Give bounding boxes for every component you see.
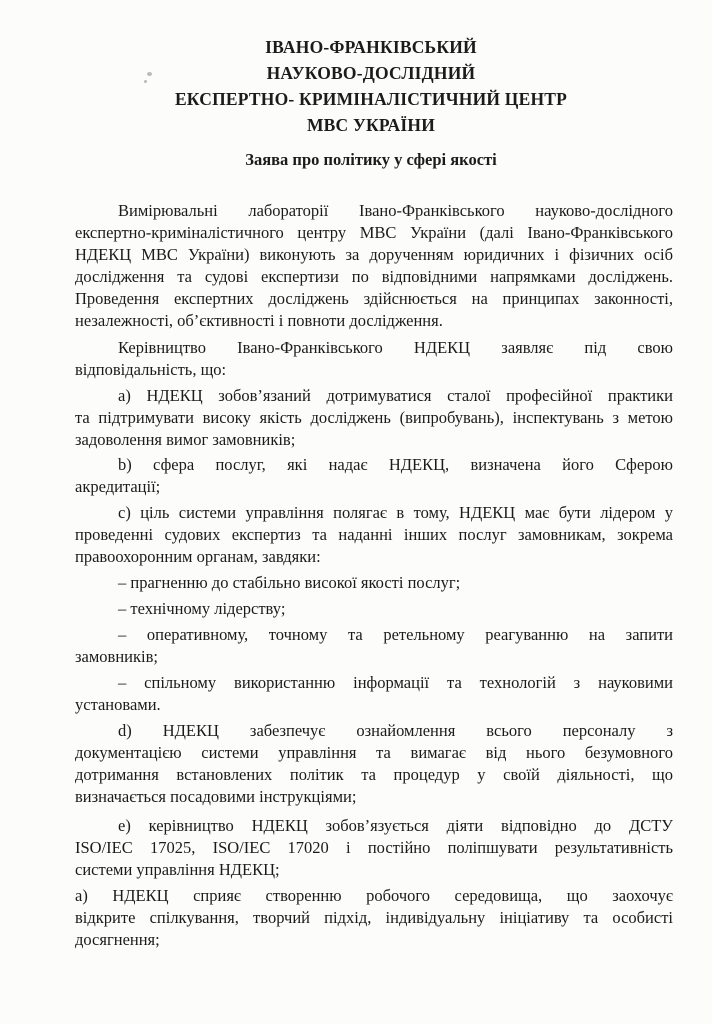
- text-line: визначається посадовими інструкціями;: [75, 787, 357, 806]
- text-line: системи управління НДЕКЦ;: [75, 860, 280, 879]
- text-line: b) сфера послуг, які надає НДЕКЦ, визначена його Сферою: [118, 455, 673, 474]
- text-line: Проведення експертних досліджень здійснюється на принципах законності,: [75, 289, 673, 308]
- text-line: а) НДЕКЦ зобов’язаний дотримуватися сталої професійної практики: [118, 386, 673, 405]
- text-line: досягнення;: [75, 930, 160, 949]
- text-line: відкрите спілкування, творчий підхід, індивідуальну ініціативу та особисті: [75, 908, 673, 927]
- text-line: замовників;: [75, 647, 158, 666]
- text-line: та підтримувати високу якість досліджень (випробувань), інспектувань з метою: [75, 408, 673, 427]
- text-line: відповідальність, що:: [75, 360, 227, 379]
- header-line: ЕКСПЕРТНО- КРИМІНАЛІСТИЧНИЙ ЦЕНТР: [174, 89, 568, 109]
- text-line: а) НДЕКЦ сприяє створенню робочого середовища, що заохочує: [75, 886, 673, 905]
- text-line: дослідження та судові експертизи по відповідними напрямками досліджень.: [75, 267, 673, 286]
- header-line: МВС УКРАЇНИ: [306, 115, 436, 135]
- text-line: d) НДЕКЦ забезпечує ознайомлення всього персоналу з: [118, 721, 673, 740]
- text-line: c) ціль системи управління полягає в тому, НДЕКЦ має бути лідером у: [118, 503, 673, 522]
- text-line: e) керівництво НДЕКЦ зобов’язується діяти відповідно до ДСТУ: [118, 816, 673, 835]
- text-line: незалежності, об’єктивності і повноти дослідження.: [75, 311, 443, 330]
- text-line: дотримання встановлених політик та процедур у своїй діяльності, що: [75, 765, 673, 784]
- text-line: правоохоронним органам, завдяки:: [75, 547, 321, 566]
- text-line: ISO/IEC 17025, ISO/IEC 17020 і постійно поліпшувати результативність: [75, 838, 673, 857]
- text-line: Вимірювальні лабораторії Івано-Франківського науково-дослідного: [118, 201, 673, 220]
- text-line: НДЕКЦ МВС України) виконують за дорученням юридичних і фізичних осіб: [75, 245, 673, 264]
- text-line: Керівництво Івано-Франківського НДЕКЦ заявляє під свою: [118, 338, 673, 357]
- header-line: НАУКОВО-ДОСЛІДНИЙ: [266, 63, 476, 83]
- text-line: проведенні судових експертиз та наданні інших послуг замовникам, зокрема: [75, 525, 673, 544]
- text-line: – прагненню до стабільно високої якості послуг;: [118, 573, 461, 592]
- text-line: документацією системи управління та вимагає від нього безумовного: [75, 743, 673, 762]
- text-line: експертно-криміналістичного центру МВС України (далі Івано-Франківського: [75, 223, 673, 242]
- header-line: ІВАНО-ФРАНКІВСЬКИЙ: [265, 37, 477, 57]
- text-line: – оперативному, точному та ретельному реагуванню на запити: [118, 625, 673, 644]
- organization-header: [0, 34, 712, 138]
- text-line: установами.: [75, 695, 161, 714]
- document-title: Заява про політику у сфері якості: [245, 150, 497, 169]
- text-line: – технічному лідерству;: [118, 599, 286, 618]
- text-line: задоволення вимог замовників;: [75, 430, 296, 449]
- text-line: – спільному використанню інформації та технологій з науковими: [118, 673, 673, 692]
- text-line: акредитації;: [75, 477, 161, 496]
